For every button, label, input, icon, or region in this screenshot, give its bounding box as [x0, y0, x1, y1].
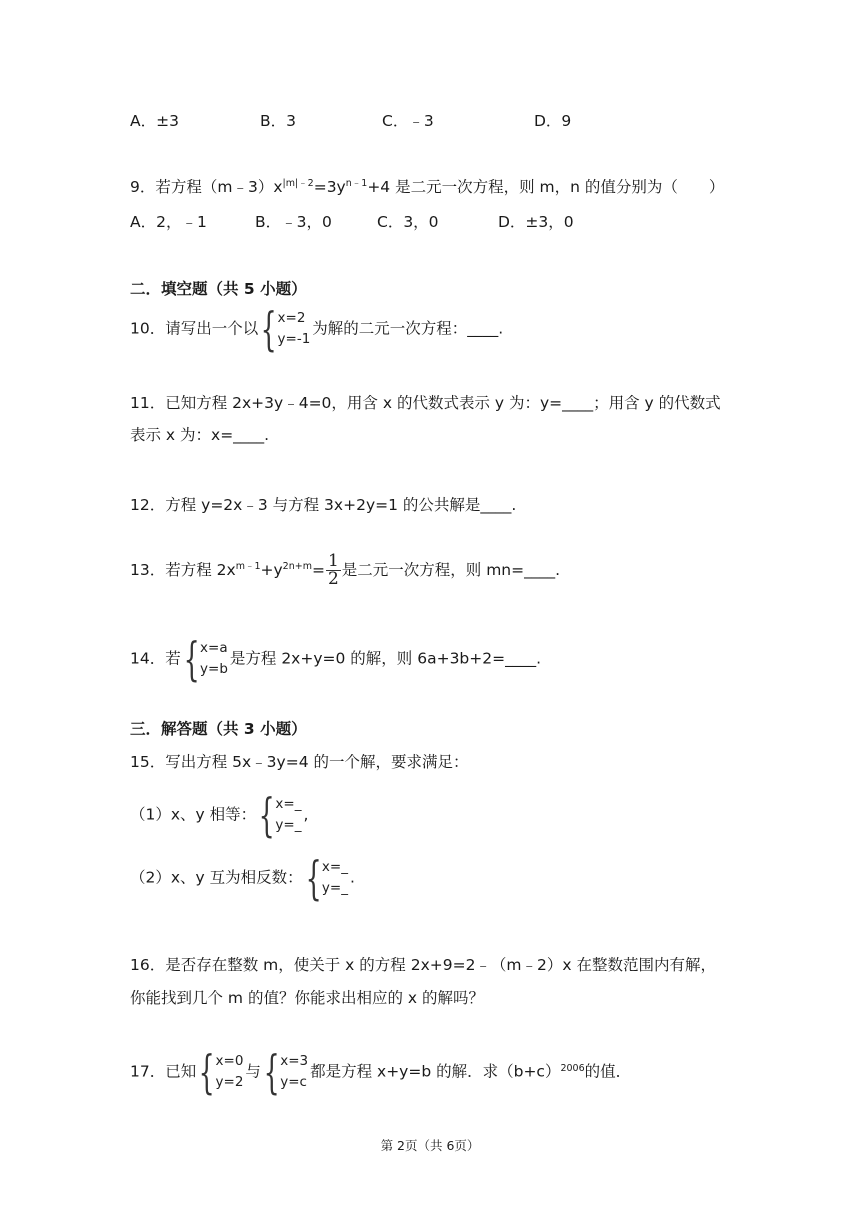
q15p2-system-row-2: y=_ [321, 880, 348, 896]
q9-text-post: +4 是二元一次方程，则 m，n 的值分别为（ ） [367, 178, 725, 196]
q15p2-system-row-1: x=_ [321, 859, 348, 875]
option-9a: A．2，﹣1 [130, 213, 207, 231]
question-10 [130, 302, 504, 356]
q15p2-text-post: . [349, 868, 355, 887]
q13-denominator: 2 [327, 569, 339, 589]
question-14 [130, 632, 542, 686]
question-13 [130, 553, 560, 588]
option-8a: A．±3 [130, 112, 179, 130]
option-8d: D．9 [534, 112, 572, 130]
q13-fraction [326, 553, 341, 588]
q17-text-post: 的值． [584, 1062, 632, 1081]
q10-text-post: 为解的二元一次方程：____. [312, 319, 504, 338]
question-15-part-1 [130, 788, 309, 842]
q9-text-mid: =3y [313, 178, 346, 196]
option-9d: D．±3，0 [498, 213, 574, 231]
q17-exponent: 2006 [560, 1062, 585, 1074]
q15p1-text-post: , [303, 805, 309, 824]
q10-text-pre: 10．请写出一个以 [130, 319, 259, 338]
q13-numerator: 1 [327, 551, 339, 571]
q9-exponent-x: |m|﹣2 [282, 178, 314, 189]
question-15-stem: 15．写出方程 5x﹣3y=4 的一个解，要求满足： [130, 753, 469, 771]
question-16-line-2: 你能找到几个 m 的值？你能求出相应的 x 的解吗？ [130, 989, 484, 1007]
question-11-line-2: 表示 x 为：x=____. [130, 426, 270, 444]
q9-exponent-y: n﹣1 [345, 178, 368, 189]
option-9b: B．﹣3，0 [255, 213, 332, 231]
q13-text-pre: 13．若方程 2x [130, 561, 236, 579]
page-footer: 第 2页（共 6页） [380, 1138, 480, 1153]
q10-equation-system: {x=2 y=-1 [260, 302, 311, 356]
q17-text-and: 与 [245, 1062, 261, 1081]
question-15-part-2 [130, 851, 355, 905]
q17-system1-row-2: y=2 [215, 1074, 244, 1090]
q17-system2-row-2: y=c [280, 1074, 307, 1090]
q15p1-system-row-1: x=_ [275, 796, 302, 812]
q13-text-post: 是二元一次方程，则 mn=____. [341, 561, 561, 579]
q13-exponent-y: 2n+m [282, 561, 312, 572]
q13-equals: = [311, 561, 325, 579]
question-16-line-1: 16．是否存在整数 m，使关于 x 的方程 2x+9=2﹣（m﹣2）x 在整数范围内有解， [130, 956, 716, 974]
q14-system-row-2: y=b [200, 661, 228, 677]
q17-text-mid: 都是方程 x+y=b 的解．求（b+c） [310, 1062, 561, 1081]
q10-system-row-1: x=2 [277, 310, 306, 326]
q17-equation-system-2: {x=3 y=c [263, 1045, 309, 1099]
q17-system2-row-1: x=3 [280, 1053, 309, 1069]
option-8c: C．﹣3 [382, 112, 434, 130]
q14-system-row-1: x=a [200, 640, 228, 656]
question-9 [130, 180, 724, 196]
q14-text-pre: 14．若 [130, 649, 181, 668]
q17-equation-system-1: {x=0 y=2 [198, 1045, 244, 1099]
question-11-line-1: 11．已知方程 2x+3y﹣4=0，用含 x 的代数式表示 y 为：y=____；用含 y 的代数式 [130, 394, 721, 412]
option-8b: B．3 [260, 112, 296, 130]
q17-system1-row-1: x=0 [215, 1053, 244, 1069]
q15p1-text-pre: （1）x、y 相等： [130, 805, 257, 824]
question-12: 12．方程 y=2x﹣3 与方程 3x+2y=1 的公共解是____. [130, 496, 517, 514]
q15p1-system-row-2: y=_ [275, 817, 302, 833]
q10-system-row-2: y=-1 [277, 331, 311, 347]
q15p1-equation-system: {x=_ y=_ [258, 788, 302, 842]
q14-equation-system: {x=a y=b [183, 632, 228, 686]
section-heading-fill-in: 二．填空题（共 5 小题） [130, 280, 307, 298]
section-heading-solve: 三．解答题（共 3 小题） [130, 720, 307, 738]
q15p2-equation-system: {x=_ y=_ [305, 851, 348, 905]
option-9c: C．3，0 [377, 213, 439, 231]
q13-text-mid: +y [260, 561, 283, 579]
q15p2-text-pre: （2）x、y 互为相反数： [130, 868, 303, 887]
q13-exponent-x: m﹣1 [235, 561, 261, 572]
question-17 [130, 1045, 632, 1099]
q14-text-post: 是方程 2x+y=0 的解，则 6a+3b+2=____. [229, 649, 542, 668]
q17-text-pre: 17．已知 [130, 1062, 197, 1081]
q9-text-pre: 9．若方程（m﹣3）x [130, 178, 283, 196]
